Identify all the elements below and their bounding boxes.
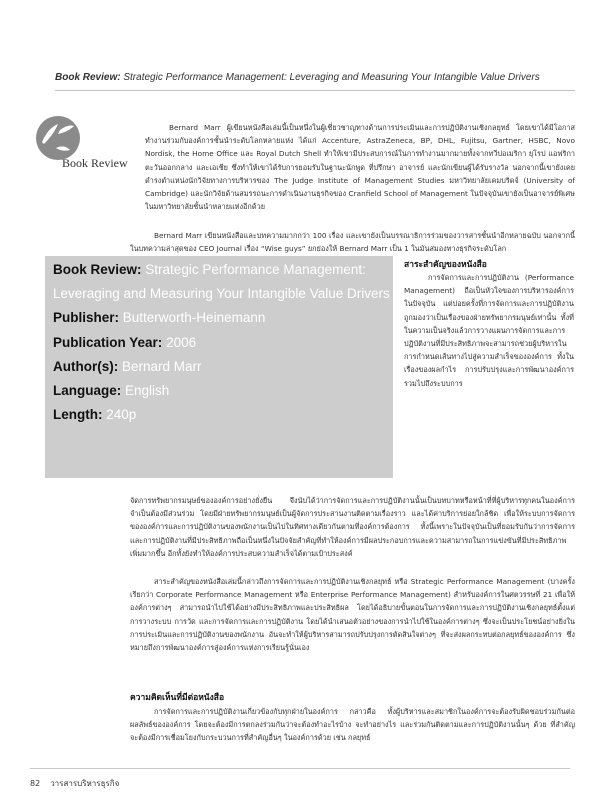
paragraph-author-works: Bernard Marr เขียนหนังสือและบทความมากกว่า 100 เรื่อง และเขายังเป็นบรรณาธิการร่วมของวารสารชั้นนำอีกหลายฉบับ นอกจากนี้ในบทความล่าสุดของ CEO Journal เรื่อง “Wise guys” ยกย่องให้ Bernard Marr เป็น 1 ในมันสมองทางธุรกิจระดับโลก xyxy=(130,231,575,254)
info-author-value: Bernard Marr xyxy=(122,359,202,374)
info-book-title-1: Strategic Performance Management: xyxy=(145,262,366,277)
info-publisher-value: Butterworth-Heinemann xyxy=(122,310,266,325)
info-book-review xyxy=(53,262,366,277)
heading-opinion: ความคิดเห็นที่มีต่อหนังสือ xyxy=(130,693,225,703)
header-label: Book Review: xyxy=(55,72,121,83)
info-year-label: Publication Year: xyxy=(53,335,163,350)
info-length-label: Length: xyxy=(53,407,103,422)
info-year xyxy=(53,335,196,350)
info-book-title-2: Leveraging and Measuring Your Intangible Value Drivers xyxy=(53,286,390,301)
paragraph-opinion: การจัดการและการปฏิบัติงานเกี่ยวข้องกับทุกฝ่ายในองค์การ กล่าวคือ ทั้งผู้บริหารและสมาชิกในองค์การจะต้องรับผิดชอบร่วมกันต่อผลลัพธ์ขององค์การ โดยจะต้องมีการตกลงร่วมกันว่าจะต้องทำอะไรบ้าง จะทำอย่างไร และร่วมกันติดตามและการปฏิบัติงานนั้นๆ ด้วย ที่สำคัญจะต้องมีการเชื่อมโยงกับกระบวนการที่สำคัญอื่นๆ ในองค์การด้วย เช่น กลยุทธ์ xyxy=(130,707,576,743)
page-number: 82 xyxy=(30,779,41,788)
paragraph-author-bio: Bernard Marr ผู้เขียนหนังสือเล่มนี้เป็นหนึ่งในผู้เชี่ยวชาญทางด้านการประเมินและการปฏิบัติงานเชิงกลยุทธ์ โดยเขาได้มีโอกาสทำงานร่วมกับองค์การชั้นนำระดับโลกหลายแห่ง ได้แก่ Accenture, AstraZeneca, BP, DHL, Fujitsu, Gartner, HSBC, Novo Nordisk, the Home Office และ Royal Dutch Shell ทำให้เขามีประสบการณ์ในการทำงานมากมายทั้งจากทวีปอเมริกา ยุโรป แอฟริกา ตะวันออกกลาง และเอเชีย ซึ่งทำให้เขาได้รับการยอมรับในฐานะนักพูด ที่ปรึกษา อาจารย์ และนักเขียนผู้ได้รับรางวัล นอกจากนี้เขายังเคยดำรงตำแหน่งนักวิจัยทางการบริหารของ The Judge Institute of Management Studies มหาวิทยาลัยเคมบริดจ์ (University of Cambridge) และนักวิจัยด้านสมรรถนะการดำเนินงานธุรกิจของ Cranfield School of Management ในปัจจุบันเขายังเป็นอาจารย์พิเศษในมหาวิทยาลัยชั้นนำหลายแห่งอีกด้วย xyxy=(145,123,575,212)
info-publisher xyxy=(53,310,265,325)
info-author xyxy=(53,359,202,374)
info-book-review-label: Book Review: xyxy=(53,262,142,277)
info-length xyxy=(53,407,136,422)
paragraph-essence-continued: จัดการทรัพยากรมนุษย์ขององค์การอย่างยั่งยืน จึงนับได้ว่าการจัดการและการปฏิบัติงานนั้นเป็นบทบาทหรือหน้าที่ที่ผู้บริหารทุกคนในองค์การจำเป็นต้องมีส่วนร่วม โดยมีฝ่ายทรัพยากรมนุษย์เป็นผู้จัดการประสานงานติดตามเรื่องราว และได้ค่าบริการย่อยใกล้ชิด เพื่อให้ระบบการจัดการขององค์การและการปฏิบัติงานของพนักงานเป็นไปในทิศทางเดียวกันตามที่องค์การต้องการ ทั้งนี้เพราะในปัจจุบันเป็นที่ยอมรับกันว่าการจัดการและการปฏิบัติงานที่มีประสิทธิภาพถือเป็นหนึ่งในปัจจัยสำคัญที่ทำให้องค์การมีผลประกอบการและความสามารถในการแข่งขันที่มีประสิทธิภาพเพิ่มมากขึ้น อีกทั้งยังทำให้องค์การประสบความสำเร็จได้ตามเป้าประสงค์ xyxy=(130,496,575,558)
running-header xyxy=(55,72,575,83)
book-info-box xyxy=(45,256,393,478)
header-rule xyxy=(55,90,575,91)
info-length-value: 240p xyxy=(106,407,137,422)
logo-text: Book Review xyxy=(62,156,128,170)
journal-name: วารสารบริหารธุรกิจ xyxy=(50,779,120,788)
heading-book-essence: สาระสำคัญของหนังสือ xyxy=(404,260,487,270)
info-year-value: 2006 xyxy=(166,335,197,350)
page-footer xyxy=(30,777,119,790)
info-publisher-label: Publisher: xyxy=(53,310,120,325)
paragraph-book-summary: สาระสำคัญของหนังสือเล่มนี้กล่าวถึงการจัดการและการปฏิบัติงานเชิงกลยุทธ์ หรือ Strategic Performance Management (บางครั้งเรียกว่า Corporate Performance Management หรือ Enterprise Performance Management) สำหรับองค์การในศตวรรษที่ 21 เพื่อให้องค์การต่างๆ สามารถนำไปใช้ได้อย่างมีประสิทธิภาพและประสิทธิผล โดยได้อธิบายขั้นตอนในการจัดการและการปฏิบัติงานเชิงกลยุทธ์ตั้งแต่การวางระบบ การวัด และการจัดการและการปฏิบัติงาน โดยได้นำเสนอตัวอย่างของการนำไปใช้ในองค์การต่างๆ ซึ่งจะเป็นประโยชน์อย่างยิ่งในการประเมินและการปฏิบัติงานของพนักงาน อันจะทำให้ผู้บริหารสามารถปรับปรุงการตัดสินใจต่างๆ ที่จะส่งผลกระทบต่อกลยุทธ์ขององค์การ ซึ่งหมายถึงการพัฒนาองค์การสู่องค์การแห่งการเรียนรู้นั่นเอง xyxy=(130,577,575,653)
header-title: Strategic Performance Management: Leveraging and Measuring Your Intangible Value Drivers xyxy=(123,72,540,83)
footer-rule xyxy=(30,768,570,769)
info-language-value: English xyxy=(125,383,170,398)
info-language xyxy=(53,383,169,398)
info-book-title-line2 xyxy=(53,286,390,301)
info-language-label: Language: xyxy=(53,383,122,398)
paragraph-essence-column: การจัดการและการปฏิบัติงาน (Performance Management) ถือเป็นหัวใจของการบริหารองค์การในปัจจุบัน แต่บ่อยครั้งที่การจัดการและการปฏิบัติงานถูกมองว่าเป็นเรื่องของฝ่ายทรัพยากรมนุษย์เท่านั้น ทั้งที่ในความเป็นจริงแล้วการวางแผนการจัดการและการปฏิบัติงานที่มีประสิทธิภาพจะสามารถช่วยผู้บริหารในการกำหนดเส้นทางไปสู่ความสำเร็จขององค์การ ทั้งในเรื่องของผลกำไร การปรับปรุงและการพัฒนาองค์การ รวมไปถึงระบบการ xyxy=(404,273,574,388)
logo-circle xyxy=(36,116,80,160)
info-author-label: Author(s): xyxy=(53,359,119,374)
